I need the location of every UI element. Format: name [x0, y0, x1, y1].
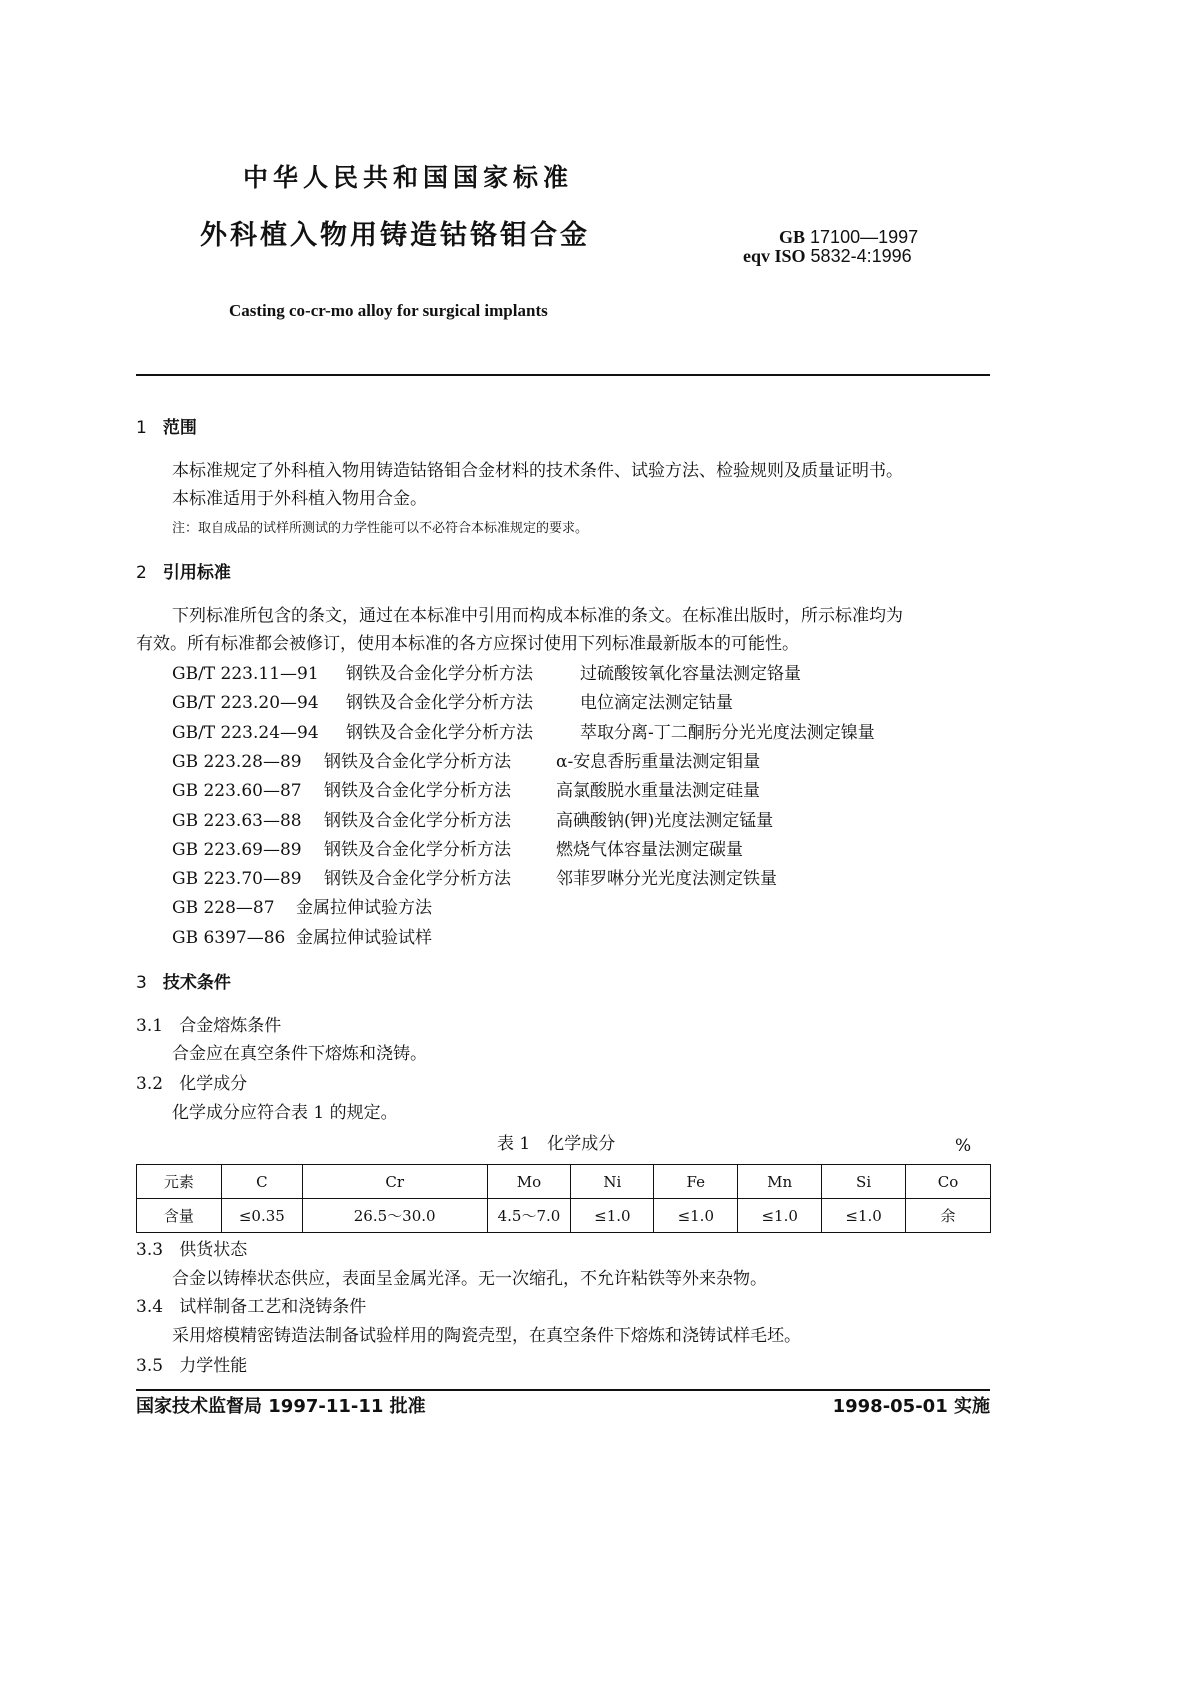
section-3-4-text: 采用熔模精密铸造法制备试验样用的陶瓷壳型，在真空条件下熔炼和浇铸试样毛坯。: [172, 1326, 801, 1346]
reference-method: 电位滴定法测定钴量: [580, 693, 733, 714]
reference-method: 萃取分离-丁二酮肟分光光度法测定镍量: [580, 722, 875, 743]
effective-date: 1998-05-01 实施: [832, 1396, 990, 1417]
s1-note: 注：取自成品的试样所测试的力学性能可以不必符合本标准规定的要求。: [172, 521, 589, 536]
table-row: [137, 1199, 991, 1233]
reference-title: 钢铁及合金化学分析方法: [324, 751, 511, 772]
table-cell: ≤1.0: [822, 1199, 906, 1233]
section-3-4-heading: 3.4 试样制备工艺和浇铸条件: [136, 1297, 367, 1317]
reference-title: 钢铁及合金化学分析方法: [324, 810, 511, 831]
table-header-cell: 元素: [137, 1165, 222, 1199]
table-cell: ≤1.0: [571, 1199, 654, 1233]
table-cell: 余: [906, 1199, 991, 1233]
table-cell: ≤0.35: [221, 1199, 302, 1233]
section-3-2-text: 化学成分应符合表 1 的规定。: [172, 1103, 398, 1123]
table-header-cell: C: [221, 1165, 302, 1199]
section-3-5-heading: 3.5 力学性能: [136, 1356, 248, 1376]
table-cell: ≤1.0: [738, 1199, 822, 1233]
reference-code: GB 223.63—88: [172, 810, 302, 831]
code-number: 17100—1997: [810, 227, 919, 247]
approval-date: 国家技术监督局 1997-11-11 批准: [136, 1396, 426, 1417]
reference-item: [172, 927, 528, 948]
reference-item: [172, 839, 743, 860]
reference-item: [172, 810, 774, 831]
reference-code: GB 223.69—89: [172, 839, 302, 860]
reference-code: GB 223.70—89: [172, 869, 302, 890]
table-cell: ≤1.0: [654, 1199, 738, 1233]
reference-item: [172, 751, 761, 772]
reference-item: [172, 900, 528, 917]
reference-title: 钢铁及合金化学分析方法: [346, 693, 533, 714]
table-header-cell: Co: [906, 1165, 991, 1199]
table-cell: 4.5～7.0: [487, 1199, 571, 1233]
eqv-prefix: eqv ISO: [743, 246, 806, 266]
eqv-code: 5832-4:1996: [810, 246, 912, 266]
reference-title: 钢铁及合金化学分析方法: [346, 722, 533, 743]
document-title: 外科植入物用铸造钴铬钼合金: [200, 220, 590, 251]
reference-method: α-安息香肟重量法测定钼量: [556, 751, 761, 772]
standard-code: [743, 228, 918, 266]
section-3-1-heading: 3.1 合金熔炼条件: [136, 1016, 282, 1036]
reference-method: 邻菲罗啉分光光度法测定铁量: [556, 869, 777, 890]
english-title: Casting co-cr-mo alloy for surgical implants: [229, 301, 548, 320]
reference-code: GB 6397—86: [172, 927, 286, 948]
section-3-3-text: 合金以铸棒状态供应，表面呈金属光泽。无一次缩孔，不允许粘铁等外来杂物。: [172, 1269, 767, 1289]
reference-item: [172, 695, 733, 712]
section-2-heading: 2 引用标准: [136, 563, 231, 583]
table-header-cell: Mn: [738, 1165, 822, 1199]
reference-method: 过硫酸铵氧化容量法测定铬量: [580, 664, 801, 684]
reference-item: [172, 666, 801, 683]
reference-method: 高氯酸脱水重量法测定硅量: [556, 781, 760, 802]
table-header-cell: Cr: [302, 1165, 487, 1199]
table-header-cell: Si: [822, 1165, 906, 1199]
reference-code: GB 228—87: [172, 898, 275, 919]
table-cell: 含量: [137, 1199, 222, 1233]
reference-title: 金属拉伸试验方法: [296, 898, 432, 919]
section-3-1-text: 合金应在真空条件下熔炼和浇铸。: [172, 1044, 427, 1064]
table-header-cell: Mo: [487, 1165, 571, 1199]
reference-title: 钢铁及合金化学分析方法: [346, 664, 533, 684]
reference-code: GB/T 223.20—94: [172, 693, 319, 714]
section-3-3-heading: 3.3 供货状态: [136, 1240, 248, 1260]
reference-item: [172, 722, 875, 743]
table-unit: %: [955, 1136, 972, 1156]
code-prefix: GB: [779, 227, 806, 247]
header-divider: [136, 374, 990, 376]
reference-item: [172, 783, 760, 800]
table-cell: 26.5～30.0: [302, 1199, 487, 1233]
reference-title: 钢铁及合金化学分析方法: [324, 839, 511, 860]
reference-code: GB 223.60—87: [172, 781, 302, 802]
s1-paragraph-2: 本标准适用于外科植入物用合金。: [172, 489, 427, 509]
footer-divider: [136, 1389, 990, 1391]
s2-paragraph-line-2: 有效。所有标准都会被修订，使用本标准的各方应探讨使用下列标准最新版本的可能性。: [136, 634, 799, 654]
reference-item: [172, 871, 777, 888]
reference-code: GB/T 223.24—94: [172, 722, 319, 743]
s1-paragraph-1: 本标准规定了外科植入物用铸造钴铬钼合金材料的技术条件、试验方法、检验规则及质量证明书。: [172, 461, 903, 481]
table-header-cell: Fe: [654, 1165, 738, 1199]
chemical-composition-table: [136, 1164, 991, 1233]
table-header-cell: Ni: [571, 1165, 654, 1199]
reference-code: GB/T 223.11—91: [172, 664, 319, 684]
issuer: 中华人民共和国国家标准: [243, 163, 574, 192]
section-3-heading: 3 技术条件: [136, 973, 231, 993]
reference-method: 燃烧气体容量法测定碳量: [556, 839, 743, 860]
reference-title: 钢铁及合金化学分析方法: [324, 869, 511, 890]
reference-code: GB 223.28—89: [172, 751, 302, 772]
reference-title: 金属拉伸试验试样: [296, 927, 432, 948]
section-1-heading: 1 范围: [136, 418, 197, 438]
table-header-row: [137, 1165, 991, 1199]
reference-method: 高碘酸钠(钾)光度法测定锰量: [556, 810, 774, 831]
s2-paragraph-line-1: 下列标准所包含的条文，通过在本标准中引用而构成本标准的条文。在标准出版时，所示标准均为: [172, 606, 903, 626]
section-3-2-heading: 3.2 化学成分: [136, 1074, 248, 1094]
reference-title: 钢铁及合金化学分析方法: [324, 781, 511, 802]
table-caption: 表 1 化学成分: [497, 1134, 616, 1154]
